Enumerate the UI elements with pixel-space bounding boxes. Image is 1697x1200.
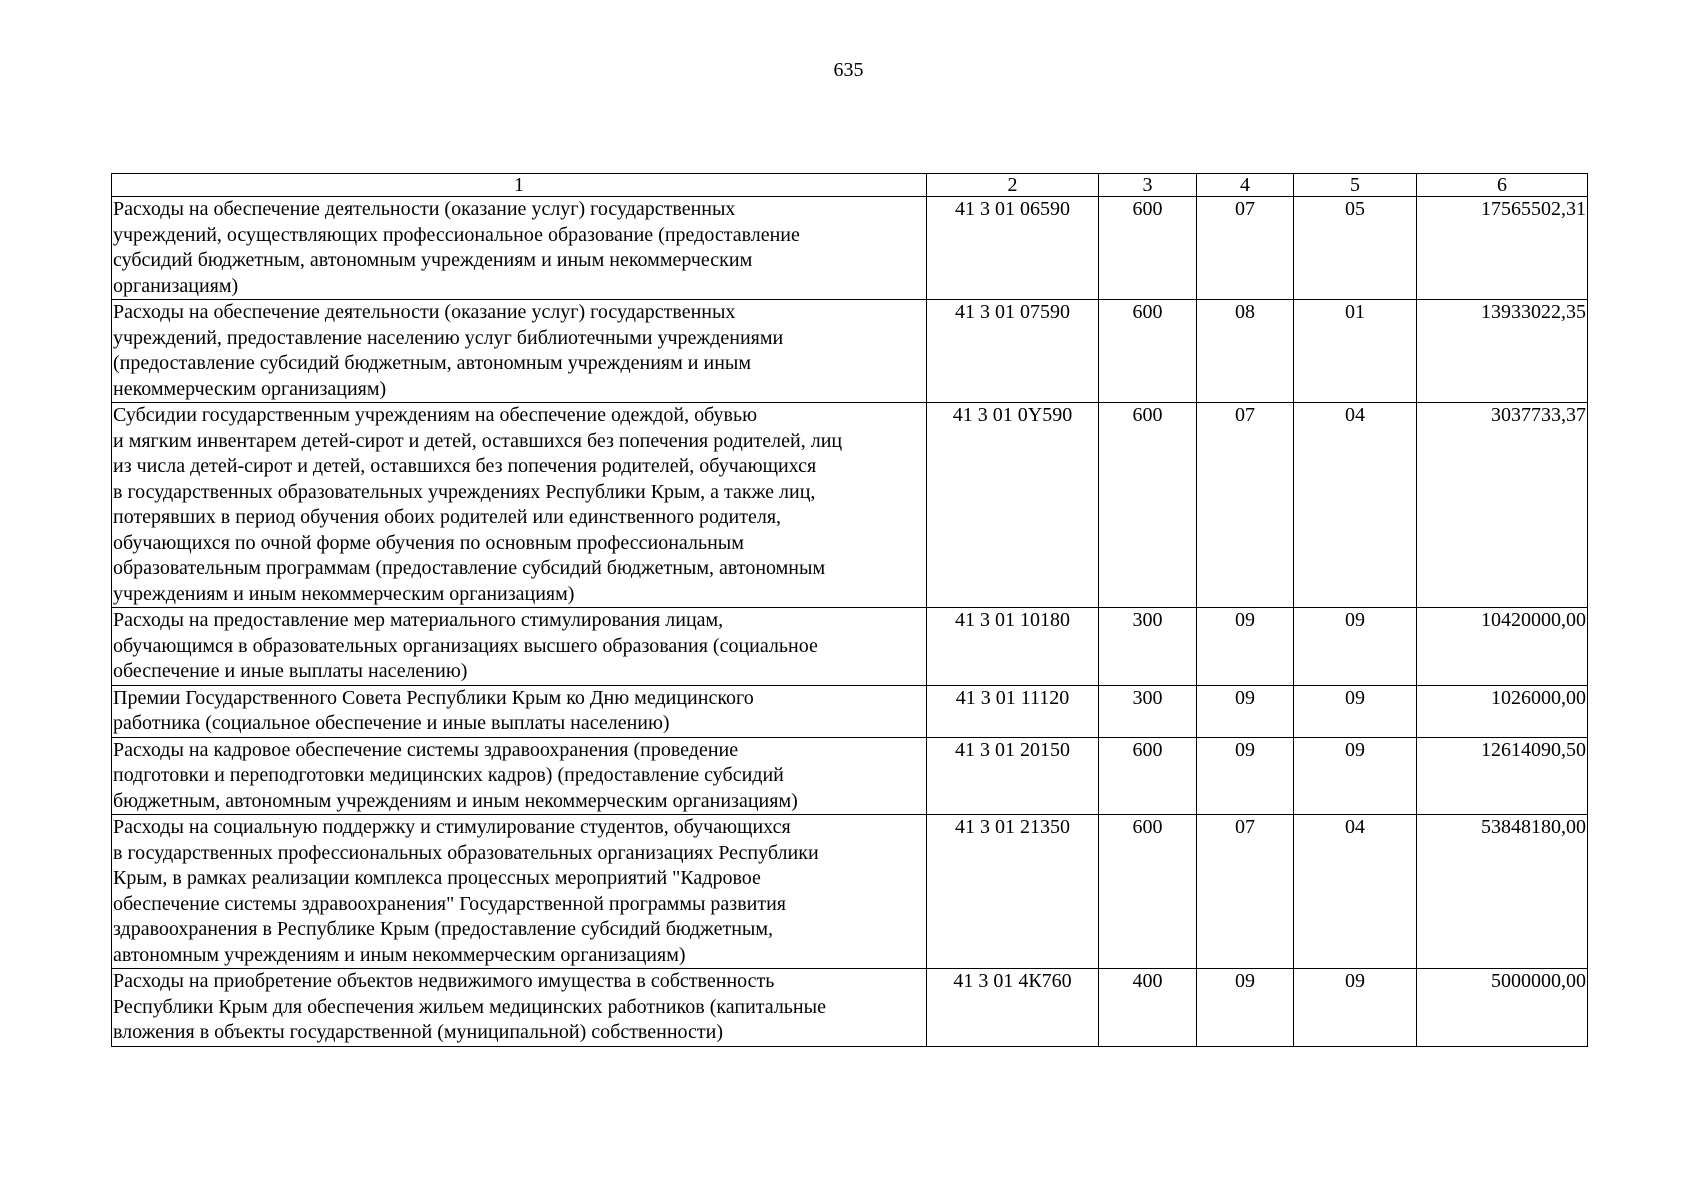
row-expense-type: 300 <box>1099 608 1197 686</box>
row-target-code: 41 3 01 10180 <box>927 608 1099 686</box>
row-expense-type: 600 <box>1099 815 1197 969</box>
row-description: Расходы на приобретение объектов недвижимого имущества в собственность Республики Крым для обеспечения жильем медицинских работников (капитальные вложения в объекты государственной (муниципальной) собственности) <box>112 969 927 1047</box>
row-description: Расходы на предоставление мер материального стимулирования лицам, обучающимся в образовательных организациях высшего образования (социальное обеспечение и иные выплаты населению) <box>112 608 927 686</box>
table-row <box>112 969 1588 1047</box>
row-description: Расходы на обеспечение деятельности (оказание услуг) государственных учреждений, осуществляющих профессиональное образование (предоставление субсидий бюджетным, автономным учреждениям и иным некоммерческим организациям) <box>112 197 927 300</box>
row-expense-type: 400 <box>1099 969 1197 1047</box>
table-row <box>112 608 1588 686</box>
row-target-code: 41 3 01 07590 <box>927 300 1099 403</box>
row-expense-type: 300 <box>1099 685 1197 737</box>
table-row <box>112 300 1588 403</box>
row-subsection: 09 <box>1294 608 1417 686</box>
row-target-code: 41 3 01 20150 <box>927 737 1099 815</box>
row-section: 09 <box>1197 685 1294 737</box>
column-header-1: 1 <box>112 174 927 197</box>
row-section: 07 <box>1197 197 1294 300</box>
row-description: Премии Государственного Совета Республики Крым ко Дню медицинского работника (социальное обеспечение и иные выплаты населению) <box>112 685 927 737</box>
table-row <box>112 815 1588 969</box>
row-target-code: 41 3 01 0Y590 <box>927 403 1099 608</box>
column-header-5: 5 <box>1294 174 1417 197</box>
row-subsection: 09 <box>1294 969 1417 1047</box>
column-header-3: 3 <box>1099 174 1197 197</box>
row-section: 09 <box>1197 737 1294 815</box>
row-expense-type: 600 <box>1099 403 1197 608</box>
row-section: 09 <box>1197 608 1294 686</box>
row-target-code: 41 3 01 4К760 <box>927 969 1099 1047</box>
row-amount: 17565502,31 <box>1417 197 1588 300</box>
row-description: Расходы на социальную поддержку и стимулирование студентов, обучающихся в государственных профессиональных образовательных организациях Республики Крым, в рамках реализации комплекса процессных мероприятий "Кадровое обеспечение системы здравоохранения" Государственной программы развития здравоохранения в Республике Крым (предоставление субсидий бюджетным, автономным учреждениям и иным некоммерческим организациям) <box>112 815 927 969</box>
row-target-code: 41 3 01 06590 <box>927 197 1099 300</box>
row-subsection: 09 <box>1294 737 1417 815</box>
row-subsection: 04 <box>1294 815 1417 969</box>
column-header-4: 4 <box>1197 174 1294 197</box>
row-amount: 13933022,35 <box>1417 300 1588 403</box>
row-amount: 3037733,37 <box>1417 403 1588 608</box>
row-expense-type: 600 <box>1099 300 1197 403</box>
row-description: Расходы на обеспечение деятельности (оказание услуг) государственных учреждений, предоставление населению услуг библиотечными учреждениями (предоставление субсидий бюджетным, автономным учреждениям и иным некоммерческим организациям) <box>112 300 927 403</box>
column-header-6: 6 <box>1417 174 1588 197</box>
row-subsection: 05 <box>1294 197 1417 300</box>
row-description: Расходы на кадровое обеспечение системы здравоохранения (проведение подготовки и переподготовки медицинских кадров) (предоставление субсидий бюджетным, автономным учреждениям и иным некоммерческим организациям) <box>112 737 927 815</box>
table-row <box>112 197 1588 300</box>
row-amount: 1026000,00 <box>1417 685 1588 737</box>
row-section: 07 <box>1197 815 1294 969</box>
row-target-code: 41 3 01 11120 <box>927 685 1099 737</box>
budget-table <box>111 173 1588 1047</box>
row-amount: 12614090,50 <box>1417 737 1588 815</box>
table-row <box>112 685 1588 737</box>
row-expense-type: 600 <box>1099 737 1197 815</box>
page-number: 635 <box>833 59 864 81</box>
table-row <box>112 403 1588 608</box>
row-subsection: 04 <box>1294 403 1417 608</box>
row-amount: 10420000,00 <box>1417 608 1588 686</box>
column-header-2: 2 <box>927 174 1099 197</box>
row-section: 07 <box>1197 403 1294 608</box>
row-section: 09 <box>1197 969 1294 1047</box>
row-amount: 5000000,00 <box>1417 969 1588 1047</box>
header-row <box>112 174 1588 197</box>
row-target-code: 41 3 01 21350 <box>927 815 1099 969</box>
row-expense-type: 600 <box>1099 197 1197 300</box>
row-description: Субсидии государственным учреждениям на обеспечение одеждой, обувью и мягким инвентарем детей-сирот и детей, оставшихся без попечения родителей, лиц из числа детей-сирот и детей, оставшихся без попечения родителей, обучающихся в государственных образовательных учреждениях Республики Крым, а также лиц, потерявших в период обучения обоих родителей или единственного родителя, обучающихся по очной форме обучения по основным профессиональным образовательным программам (предоставление субсидий бюджетным, автономным учреждениям и иным некоммерческим организациям) <box>112 403 927 608</box>
row-section: 08 <box>1197 300 1294 403</box>
row-subsection: 09 <box>1294 685 1417 737</box>
row-amount: 53848180,00 <box>1417 815 1588 969</box>
row-subsection: 01 <box>1294 300 1417 403</box>
table-row <box>112 737 1588 815</box>
